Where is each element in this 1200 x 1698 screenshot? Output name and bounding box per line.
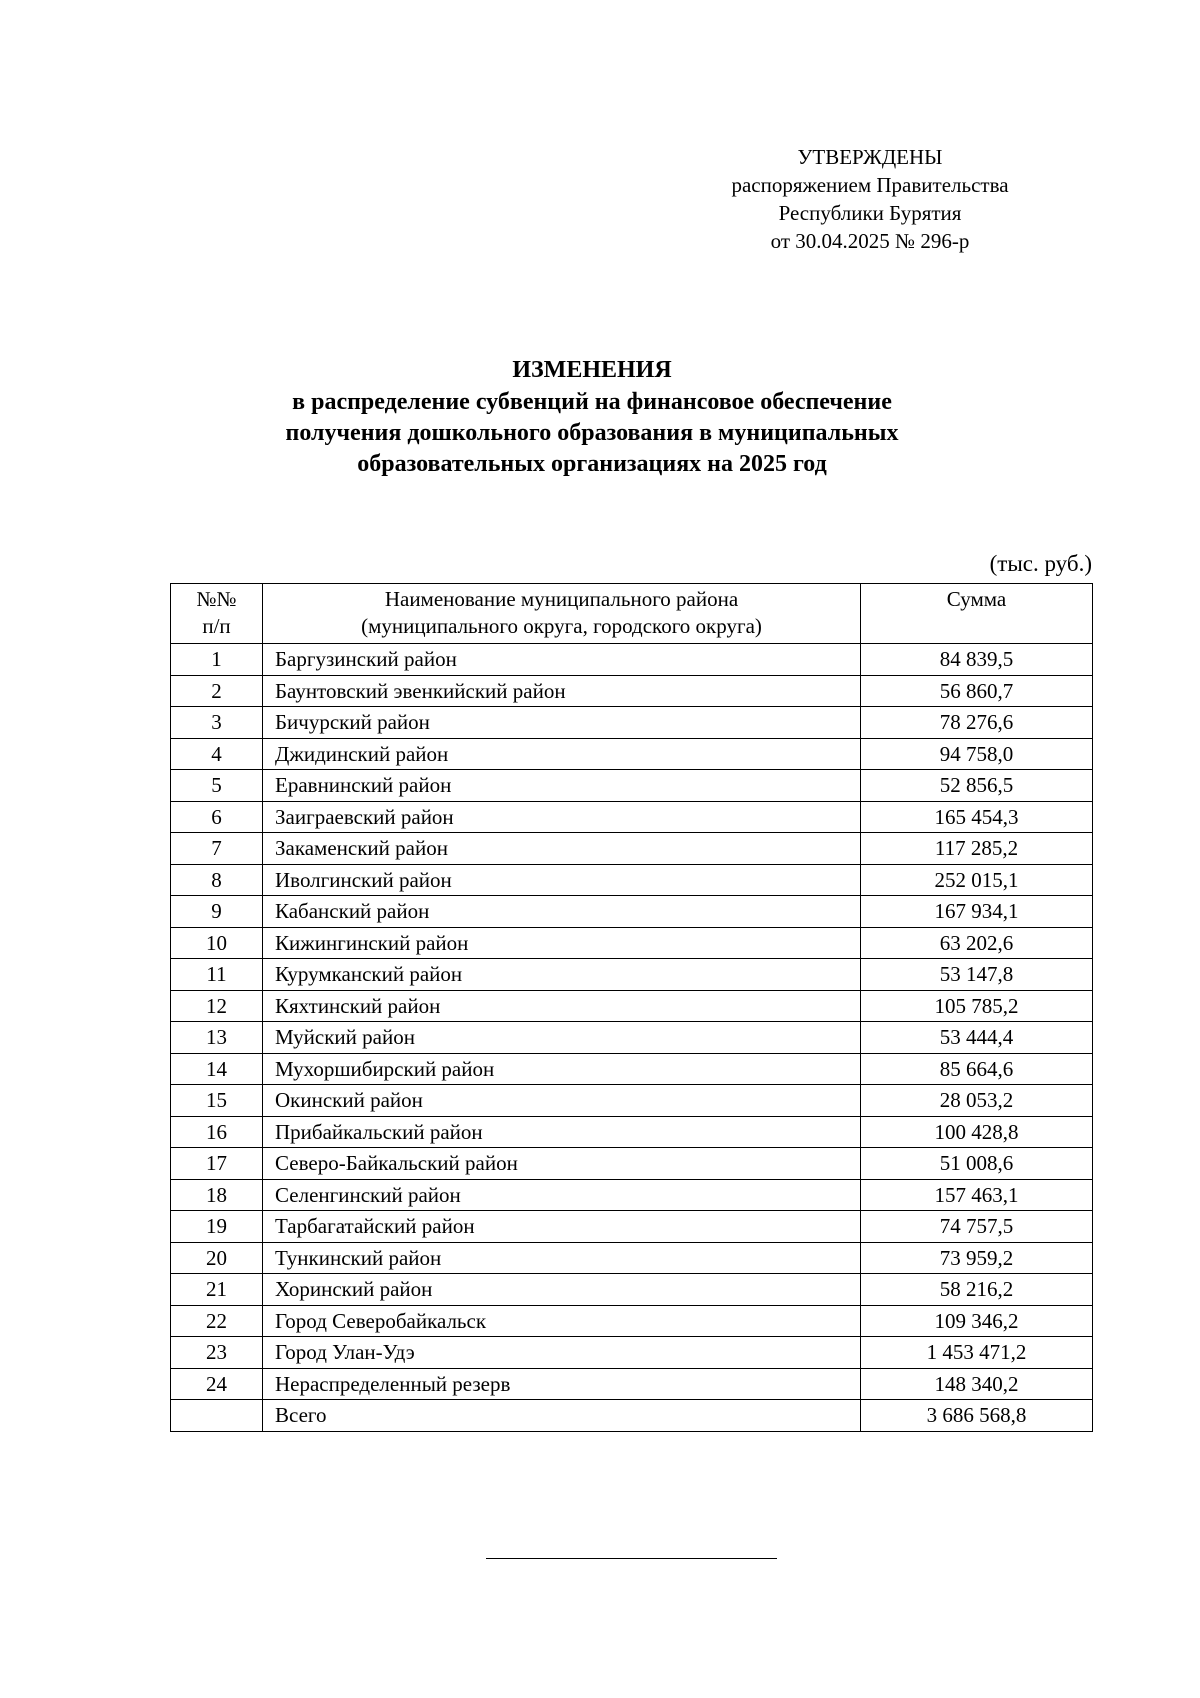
table-row	[171, 707, 1093, 739]
row-name: Курумканский район	[263, 959, 861, 991]
row-name: Хоринский район	[263, 1274, 861, 1306]
table-row	[171, 801, 1093, 833]
row-number: 12	[171, 990, 263, 1022]
row-number: 11	[171, 959, 263, 991]
row-sum: 1 453 471,2	[861, 1337, 1093, 1369]
table-row	[171, 1116, 1093, 1148]
row-sum: 85 664,6	[861, 1053, 1093, 1085]
title-line-3: образовательных организациях на 2025 год	[357, 451, 827, 477]
table-row	[171, 1274, 1093, 1306]
table-row	[171, 864, 1093, 896]
row-number: 14	[171, 1053, 263, 1085]
row-name: Бичурский район	[263, 707, 861, 739]
row-number: 7	[171, 833, 263, 865]
table-row	[171, 1337, 1093, 1369]
row-number: 20	[171, 1242, 263, 1274]
row-sum: 74 757,5	[861, 1211, 1093, 1243]
row-name: Нераспределенный резерв	[263, 1368, 861, 1400]
row-name: Город Северобайкальск	[263, 1305, 861, 1337]
row-sum: 53 147,8	[861, 959, 1093, 991]
row-sum: 157 463,1	[861, 1179, 1093, 1211]
row-number: 22	[171, 1305, 263, 1337]
table-row	[171, 644, 1093, 676]
header-name	[263, 584, 861, 644]
row-name: Баунтовский эвенкийский район	[263, 675, 861, 707]
row-name: Окинский район	[263, 1085, 861, 1117]
title-line-1: в распределение субвенций на финансовое обеспечение	[292, 389, 892, 415]
row-sum: 148 340,2	[861, 1368, 1093, 1400]
row-number: 5	[171, 770, 263, 802]
row-name: Город Улан-Удэ	[263, 1337, 861, 1369]
row-number: 9	[171, 896, 263, 928]
table-row	[171, 1400, 1093, 1432]
row-number: 6	[171, 801, 263, 833]
row-sum: 109 346,2	[861, 1305, 1093, 1337]
approval-date-number: от 30.04.2025 № 296-р	[770, 229, 970, 253]
units-label: (тыс. руб.)	[989, 551, 1092, 576]
table-row	[171, 1148, 1093, 1180]
row-name: Муйский район	[263, 1022, 861, 1054]
table-row	[171, 738, 1093, 770]
title-main: ИЗМЕНЕНИЯ	[512, 357, 672, 383]
row-number: 13	[171, 1022, 263, 1054]
table-row	[171, 1242, 1093, 1274]
row-sum: 63 202,6	[861, 927, 1093, 959]
row-name: Заиграевский район	[263, 801, 861, 833]
title-line-2: получения дошкольного образования в муниципальных	[285, 420, 899, 446]
table-row	[171, 927, 1093, 959]
footer-divider	[486, 1558, 777, 1559]
document-title	[150, 355, 1034, 480]
table-row	[171, 1211, 1093, 1243]
row-sum: 58 216,2	[861, 1274, 1093, 1306]
row-number: 18	[171, 1179, 263, 1211]
approval-stamp	[700, 143, 1040, 255]
header-name-line-2: (муниципального округа, городского округа)	[361, 614, 762, 638]
row-sum: 51 008,6	[861, 1148, 1093, 1180]
row-number: 19	[171, 1211, 263, 1243]
row-number: 1	[171, 644, 263, 676]
row-sum: 252 015,1	[861, 864, 1093, 896]
row-number: 16	[171, 1116, 263, 1148]
row-name: Кяхтинский район	[263, 990, 861, 1022]
row-sum: 56 860,7	[861, 675, 1093, 707]
row-number: 15	[171, 1085, 263, 1117]
table-row	[171, 1179, 1093, 1211]
row-name: Северо-Байкальский район	[263, 1148, 861, 1180]
approval-region: Республики Бурятия	[778, 201, 962, 225]
header-number-line-2: п/п	[202, 614, 231, 638]
row-number: 21	[171, 1274, 263, 1306]
row-name: Тункинский район	[263, 1242, 861, 1274]
row-sum: 117 285,2	[861, 833, 1093, 865]
row-name: Кижингинский район	[263, 927, 861, 959]
row-sum: 78 276,6	[861, 707, 1093, 739]
row-number: 24	[171, 1368, 263, 1400]
allocation-table	[170, 583, 1093, 1432]
row-name: Закаменский район	[263, 833, 861, 865]
row-name: Джидинский район	[263, 738, 861, 770]
row-sum: 53 444,4	[861, 1022, 1093, 1054]
approval-issuer: распоряжением Правительства	[731, 173, 1009, 197]
row-number: 2	[171, 675, 263, 707]
row-name: Баргузинский район	[263, 644, 861, 676]
row-sum: 28 053,2	[861, 1085, 1093, 1117]
row-name: Прибайкальский район	[263, 1116, 861, 1148]
table-row	[171, 833, 1093, 865]
row-number: 3	[171, 707, 263, 739]
row-sum: 73 959,2	[861, 1242, 1093, 1274]
row-sum: 94 758,0	[861, 738, 1093, 770]
row-name: Еравнинский район	[263, 770, 861, 802]
table-row	[171, 1305, 1093, 1337]
table-row	[171, 1022, 1093, 1054]
row-sum: 165 454,3	[861, 801, 1093, 833]
row-sum: 3 686 568,8	[861, 1400, 1093, 1432]
row-number: 8	[171, 864, 263, 896]
row-name: Кабанский район	[263, 896, 861, 928]
row-sum: 84 839,5	[861, 644, 1093, 676]
table-row	[171, 990, 1093, 1022]
table-row	[171, 1085, 1093, 1117]
row-name: Селенгинский район	[263, 1179, 861, 1211]
table-row	[171, 959, 1093, 991]
row-sum: 52 856,5	[861, 770, 1093, 802]
header-sum: Сумма	[861, 584, 1093, 644]
row-name: Тарбагатайский район	[263, 1211, 861, 1243]
row-number: 17	[171, 1148, 263, 1180]
table-row	[171, 1368, 1093, 1400]
table-row	[171, 675, 1093, 707]
row-number: 4	[171, 738, 263, 770]
table-row	[171, 770, 1093, 802]
row-sum: 100 428,8	[861, 1116, 1093, 1148]
row-name: Иволгинский район	[263, 864, 861, 896]
row-sum: 167 934,1	[861, 896, 1093, 928]
table-row	[171, 896, 1093, 928]
row-number: 23	[171, 1337, 263, 1369]
row-sum: 105 785,2	[861, 990, 1093, 1022]
row-name: Всего	[263, 1400, 861, 1432]
approval-heading: УТВЕРЖДЕНЫ	[797, 145, 943, 169]
table-header-row	[171, 584, 1093, 644]
row-name: Мухоршибирский район	[263, 1053, 861, 1085]
header-number	[171, 584, 263, 644]
row-number: 10	[171, 927, 263, 959]
header-name-line-1: Наименование муниципального района	[384, 587, 739, 611]
table-row	[171, 1053, 1093, 1085]
header-number-line-1: №№	[196, 587, 237, 611]
row-number	[171, 1400, 263, 1432]
